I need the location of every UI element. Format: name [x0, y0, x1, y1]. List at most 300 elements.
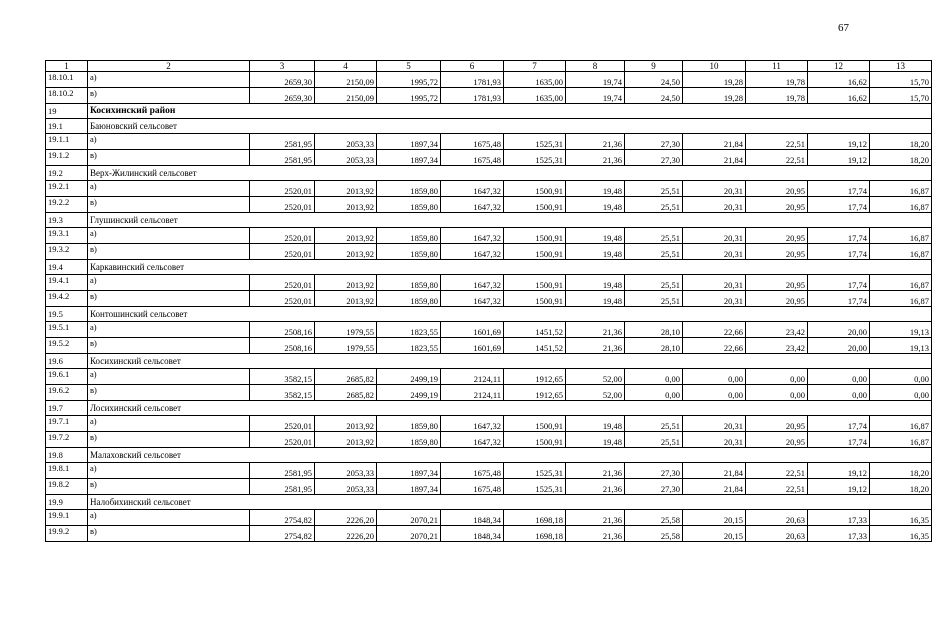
value-cell: 20,15 — [683, 510, 746, 526]
value-cell: 25,51 — [625, 275, 683, 291]
value-cell: 22,51 — [746, 134, 808, 150]
value-cell: 2520,01 — [250, 432, 315, 448]
row-code: 19.5.1 — [46, 322, 88, 338]
value-cell: 0,00 — [683, 385, 746, 401]
value-cell: 27,30 — [625, 150, 683, 166]
row-label: а) — [88, 322, 250, 338]
value-cell: 20,31 — [683, 416, 746, 432]
value-cell: 1525,31 — [504, 479, 566, 495]
value-cell: 2013,92 — [315, 228, 377, 244]
value-cell: 2013,92 — [315, 416, 377, 432]
row-label: а) — [88, 134, 250, 150]
value-cell: 1859,80 — [377, 181, 441, 197]
value-cell: 27,30 — [625, 134, 683, 150]
value-cell: 19,28 — [683, 72, 746, 88]
column-header: 6 — [441, 61, 504, 72]
value-cell: 2508,16 — [250, 338, 315, 354]
subsection-row — [46, 213, 932, 228]
value-cell: 1995,72 — [377, 72, 441, 88]
value-cell: 2581,95 — [250, 479, 315, 495]
row-label: в) — [88, 385, 250, 401]
value-cell: 16,87 — [870, 244, 932, 260]
value-cell: 17,74 — [808, 244, 870, 260]
council-name: Контошинский сельсовет — [88, 307, 932, 322]
column-header: 5 — [377, 61, 441, 72]
value-cell: 28,10 — [625, 322, 683, 338]
row-label: а) — [88, 275, 250, 291]
value-cell: 1675,48 — [441, 134, 504, 150]
row-code: 19.2.2 — [46, 197, 88, 213]
value-cell: 20,31 — [683, 432, 746, 448]
value-cell: 1781,93 — [441, 88, 504, 104]
value-cell: 1647,32 — [441, 244, 504, 260]
subsection-row — [46, 354, 932, 369]
value-cell: 16,87 — [870, 181, 932, 197]
value-cell: 0,00 — [746, 369, 808, 385]
value-cell: 1859,80 — [377, 432, 441, 448]
value-cell: 2070,21 — [377, 526, 441, 542]
value-cell: 16,87 — [870, 291, 932, 307]
value-cell: 2053,33 — [315, 134, 377, 150]
row-label: в) — [88, 88, 250, 104]
council-name: Глушинский сельсовет — [88, 213, 932, 228]
value-cell: 1781,93 — [441, 72, 504, 88]
value-cell: 2520,01 — [250, 275, 315, 291]
value-cell: 2070,21 — [377, 510, 441, 526]
value-cell: 21,36 — [566, 338, 625, 354]
subsection-row — [46, 260, 932, 275]
table-row — [46, 291, 932, 307]
value-cell: 1859,80 — [377, 291, 441, 307]
value-cell: 16,35 — [870, 510, 932, 526]
value-cell: 2150,09 — [315, 88, 377, 104]
value-cell: 19,78 — [746, 88, 808, 104]
table-row — [46, 275, 932, 291]
value-cell: 19,12 — [808, 479, 870, 495]
value-cell: 24,50 — [625, 88, 683, 104]
value-cell: 1897,34 — [377, 150, 441, 166]
row-label: а) — [88, 181, 250, 197]
row-label: в) — [88, 526, 250, 542]
table-row — [46, 244, 932, 260]
value-cell: 22,51 — [746, 463, 808, 479]
value-cell: 19,48 — [566, 416, 625, 432]
value-cell: 20,63 — [746, 526, 808, 542]
table-row — [46, 510, 932, 526]
value-cell: 19,48 — [566, 181, 625, 197]
column-header: 7 — [504, 61, 566, 72]
value-cell: 2013,92 — [315, 244, 377, 260]
row-code: 19.9 — [46, 495, 88, 510]
row-code: 19.6 — [46, 354, 88, 369]
value-cell: 20,31 — [683, 244, 746, 260]
value-cell: 3582,15 — [250, 369, 315, 385]
value-cell: 16,87 — [870, 275, 932, 291]
row-code: 19.4.2 — [46, 291, 88, 307]
row-label: а) — [88, 463, 250, 479]
column-header: 13 — [870, 61, 932, 72]
subsection-row — [46, 448, 932, 463]
council-name: Верх-Жилинский сельсовет — [88, 166, 932, 181]
value-cell: 1647,32 — [441, 275, 504, 291]
value-cell: 0,00 — [808, 369, 870, 385]
value-cell: 1979,55 — [315, 338, 377, 354]
row-code: 19.2.1 — [46, 181, 88, 197]
value-cell: 25,51 — [625, 228, 683, 244]
row-code: 19 — [46, 104, 88, 119]
council-name: Баюновский сельсовет — [88, 119, 932, 134]
value-cell: 3582,15 — [250, 385, 315, 401]
row-label: а) — [88, 416, 250, 432]
value-cell: 18,20 — [870, 479, 932, 495]
table-row — [46, 150, 932, 166]
subsection-row — [46, 495, 932, 510]
value-cell: 19,13 — [870, 322, 932, 338]
subsection-row — [46, 166, 932, 181]
value-cell: 1823,55 — [377, 322, 441, 338]
value-cell: 1859,80 — [377, 244, 441, 260]
value-cell: 17,74 — [808, 416, 870, 432]
council-name: Каркавинский сельсовет — [88, 260, 932, 275]
value-cell: 1897,34 — [377, 463, 441, 479]
value-cell: 2499,19 — [377, 369, 441, 385]
table-row — [46, 88, 932, 104]
value-cell: 21,84 — [683, 150, 746, 166]
value-cell: 1859,80 — [377, 197, 441, 213]
subsection-row — [46, 119, 932, 134]
value-cell: 20,31 — [683, 275, 746, 291]
value-cell: 19,12 — [808, 134, 870, 150]
value-cell: 16,35 — [870, 526, 932, 542]
tariff-table — [45, 60, 932, 542]
row-label: в) — [88, 338, 250, 354]
row-code: 19.8 — [46, 448, 88, 463]
row-label: а) — [88, 510, 250, 526]
value-cell: 1859,80 — [377, 275, 441, 291]
table-body — [46, 61, 932, 542]
row-code: 19.7 — [46, 401, 88, 416]
value-cell: 19,48 — [566, 197, 625, 213]
value-cell: 2754,82 — [250, 510, 315, 526]
value-cell: 0,00 — [625, 385, 683, 401]
table-row — [46, 72, 932, 88]
table-row — [46, 197, 932, 213]
value-cell: 20,95 — [746, 432, 808, 448]
value-cell: 1525,31 — [504, 150, 566, 166]
row-code: 19.8.2 — [46, 479, 88, 495]
value-cell: 16,62 — [808, 72, 870, 88]
value-cell: 25,58 — [625, 510, 683, 526]
value-cell: 1995,72 — [377, 88, 441, 104]
row-code: 19.1.2 — [46, 150, 88, 166]
value-cell: 2520,01 — [250, 181, 315, 197]
row-code: 19.6.1 — [46, 369, 88, 385]
value-cell: 2508,16 — [250, 322, 315, 338]
value-cell: 0,00 — [683, 369, 746, 385]
value-cell: 2685,82 — [315, 385, 377, 401]
value-cell: 19,74 — [566, 88, 625, 104]
row-code: 19.7.1 — [46, 416, 88, 432]
value-cell: 21,36 — [566, 463, 625, 479]
subsection-row — [46, 307, 932, 322]
value-cell: 2520,01 — [250, 416, 315, 432]
row-code: 19.5.2 — [46, 338, 88, 354]
value-cell: 19,74 — [566, 72, 625, 88]
value-cell: 2520,01 — [250, 291, 315, 307]
value-cell: 19,78 — [746, 72, 808, 88]
value-cell: 52,00 — [566, 369, 625, 385]
value-cell: 2226,20 — [315, 526, 377, 542]
value-cell: 1647,32 — [441, 432, 504, 448]
row-label: а) — [88, 72, 250, 88]
value-cell: 19,12 — [808, 150, 870, 166]
row-label: а) — [88, 228, 250, 244]
value-cell: 17,74 — [808, 228, 870, 244]
value-cell: 1500,91 — [504, 416, 566, 432]
value-cell: 27,30 — [625, 463, 683, 479]
value-cell: 17,74 — [808, 197, 870, 213]
value-cell: 17,33 — [808, 526, 870, 542]
value-cell: 17,74 — [808, 291, 870, 307]
row-label: в) — [88, 291, 250, 307]
value-cell: 1647,32 — [441, 416, 504, 432]
value-cell: 1647,32 — [441, 228, 504, 244]
row-label: в) — [88, 244, 250, 260]
table-row — [46, 526, 932, 542]
value-cell: 2499,19 — [377, 385, 441, 401]
value-cell: 2581,95 — [250, 134, 315, 150]
value-cell: 20,95 — [746, 416, 808, 432]
table-row — [46, 432, 932, 448]
column-header: 3 — [250, 61, 315, 72]
value-cell: 0,00 — [808, 385, 870, 401]
value-cell: 1848,34 — [441, 510, 504, 526]
value-cell: 1848,34 — [441, 526, 504, 542]
value-cell: 0,00 — [625, 369, 683, 385]
value-cell: 1675,48 — [441, 150, 504, 166]
value-cell: 1823,55 — [377, 338, 441, 354]
value-cell: 20,31 — [683, 181, 746, 197]
value-cell: 20,95 — [746, 244, 808, 260]
value-cell: 20,63 — [746, 510, 808, 526]
value-cell: 1698,18 — [504, 510, 566, 526]
value-cell: 20,31 — [683, 228, 746, 244]
value-cell: 19,28 — [683, 88, 746, 104]
value-cell: 19,48 — [566, 432, 625, 448]
value-cell: 2581,95 — [250, 150, 315, 166]
value-cell: 20,31 — [683, 197, 746, 213]
value-cell: 2053,33 — [315, 479, 377, 495]
value-cell: 1912,65 — [504, 385, 566, 401]
column-header: 2 — [88, 61, 250, 72]
value-cell: 1525,31 — [504, 134, 566, 150]
value-cell: 20,95 — [746, 275, 808, 291]
column-header: 8 — [566, 61, 625, 72]
column-header: 11 — [746, 61, 808, 72]
value-cell: 1698,18 — [504, 526, 566, 542]
page-number: 67 — [838, 22, 849, 34]
value-cell: 1500,91 — [504, 244, 566, 260]
row-code: 19.5 — [46, 307, 88, 322]
row-code: 19.4 — [46, 260, 88, 275]
value-cell: 1500,91 — [504, 228, 566, 244]
column-header: 1 — [46, 61, 88, 72]
value-cell: 2124,11 — [441, 385, 504, 401]
row-code: 18.10.1 — [46, 72, 88, 88]
value-cell: 2013,92 — [315, 275, 377, 291]
value-cell: 2520,01 — [250, 244, 315, 260]
value-cell: 20,95 — [746, 197, 808, 213]
value-cell: 1635,00 — [504, 88, 566, 104]
row-code: 19.9.1 — [46, 510, 88, 526]
value-cell: 20,00 — [808, 322, 870, 338]
value-cell: 21,36 — [566, 526, 625, 542]
value-cell: 2685,82 — [315, 369, 377, 385]
value-cell: 25,51 — [625, 197, 683, 213]
value-cell: 17,74 — [808, 181, 870, 197]
value-cell: 19,48 — [566, 275, 625, 291]
value-cell: 19,48 — [566, 244, 625, 260]
row-code: 19.4.1 — [46, 275, 88, 291]
value-cell: 16,87 — [870, 197, 932, 213]
subsection-row — [46, 401, 932, 416]
value-cell: 2659,30 — [250, 72, 315, 88]
row-code: 19.3 — [46, 213, 88, 228]
value-cell: 2150,09 — [315, 72, 377, 88]
table-row — [46, 369, 932, 385]
column-header: 9 — [625, 61, 683, 72]
value-cell: 18,20 — [870, 150, 932, 166]
value-cell: 1451,52 — [504, 322, 566, 338]
value-cell: 16,87 — [870, 228, 932, 244]
row-code: 19.9.2 — [46, 526, 88, 542]
table-row — [46, 134, 932, 150]
value-cell: 25,51 — [625, 244, 683, 260]
value-cell: 20,31 — [683, 291, 746, 307]
value-cell: 1601,69 — [441, 322, 504, 338]
value-cell: 17,74 — [808, 275, 870, 291]
value-cell: 1500,91 — [504, 432, 566, 448]
value-cell: 2013,92 — [315, 197, 377, 213]
row-label: в) — [88, 479, 250, 495]
row-label: а) — [88, 369, 250, 385]
value-cell: 2520,01 — [250, 197, 315, 213]
value-cell: 20,15 — [683, 526, 746, 542]
value-cell: 1647,32 — [441, 181, 504, 197]
value-cell: 2013,92 — [315, 291, 377, 307]
value-cell: 23,42 — [746, 322, 808, 338]
value-cell: 1647,32 — [441, 291, 504, 307]
council-name: Лосихинский сельсовет — [88, 401, 932, 416]
value-cell: 1451,52 — [504, 338, 566, 354]
value-cell: 21,84 — [683, 479, 746, 495]
value-cell: 0,00 — [746, 385, 808, 401]
value-cell: 20,95 — [746, 228, 808, 244]
row-code: 19.1.1 — [46, 134, 88, 150]
council-name: Налобихинский сельсовет — [88, 495, 932, 510]
value-cell: 1897,34 — [377, 479, 441, 495]
value-cell: 2754,82 — [250, 526, 315, 542]
value-cell: 16,87 — [870, 432, 932, 448]
value-cell: 1912,65 — [504, 369, 566, 385]
row-code: 19.8.1 — [46, 463, 88, 479]
value-cell: 1635,00 — [504, 72, 566, 88]
value-cell: 15,70 — [870, 88, 932, 104]
value-cell: 2013,92 — [315, 432, 377, 448]
value-cell: 1675,48 — [441, 479, 504, 495]
value-cell: 2124,11 — [441, 369, 504, 385]
value-cell: 25,51 — [625, 432, 683, 448]
column-header: 10 — [683, 61, 746, 72]
value-cell: 22,66 — [683, 338, 746, 354]
value-cell: 15,70 — [870, 72, 932, 88]
council-name: Малаховский сельсовет — [88, 448, 932, 463]
value-cell: 25,51 — [625, 181, 683, 197]
table-row — [46, 338, 932, 354]
value-cell: 21,36 — [566, 150, 625, 166]
table-row — [46, 181, 932, 197]
value-cell: 2520,01 — [250, 228, 315, 244]
value-cell: 2659,30 — [250, 88, 315, 104]
value-cell: 19,48 — [566, 228, 625, 244]
table-row — [46, 463, 932, 479]
value-cell: 20,95 — [746, 291, 808, 307]
row-code: 19.1 — [46, 119, 88, 134]
district-name: Косихинский район — [88, 104, 932, 119]
value-cell: 1500,91 — [504, 291, 566, 307]
council-name: Косихинский сельсовет — [88, 354, 932, 369]
value-cell: 1897,34 — [377, 134, 441, 150]
row-code: 19.2 — [46, 166, 88, 181]
value-cell: 25,51 — [625, 291, 683, 307]
value-cell: 22,51 — [746, 150, 808, 166]
value-cell: 16,87 — [870, 416, 932, 432]
value-cell: 0,00 — [870, 385, 932, 401]
value-cell: 16,62 — [808, 88, 870, 104]
value-cell: 21,84 — [683, 463, 746, 479]
column-header: 12 — [808, 61, 870, 72]
value-cell: 1979,55 — [315, 322, 377, 338]
row-label: в) — [88, 432, 250, 448]
value-cell: 28,10 — [625, 338, 683, 354]
table-row — [46, 322, 932, 338]
value-cell: 0,00 — [870, 369, 932, 385]
value-cell: 21,36 — [566, 479, 625, 495]
row-code: 19.3.2 — [46, 244, 88, 260]
value-cell: 1675,48 — [441, 463, 504, 479]
table-row — [46, 416, 932, 432]
row-code: 18.10.2 — [46, 88, 88, 104]
value-cell: 19,13 — [870, 338, 932, 354]
value-cell: 2581,95 — [250, 463, 315, 479]
value-cell: 21,36 — [566, 134, 625, 150]
value-cell: 23,42 — [746, 338, 808, 354]
value-cell: 21,84 — [683, 134, 746, 150]
value-cell: 25,51 — [625, 416, 683, 432]
column-header: 4 — [315, 61, 377, 72]
table-row — [46, 385, 932, 401]
value-cell: 17,74 — [808, 432, 870, 448]
value-cell: 27,30 — [625, 479, 683, 495]
row-code: 19.3.1 — [46, 228, 88, 244]
value-cell: 24,50 — [625, 72, 683, 88]
value-cell: 1859,80 — [377, 416, 441, 432]
value-cell: 1500,91 — [504, 181, 566, 197]
section-row — [46, 104, 932, 119]
value-cell: 1500,91 — [504, 197, 566, 213]
row-code: 19.7.2 — [46, 432, 88, 448]
value-cell: 20,00 — [808, 338, 870, 354]
